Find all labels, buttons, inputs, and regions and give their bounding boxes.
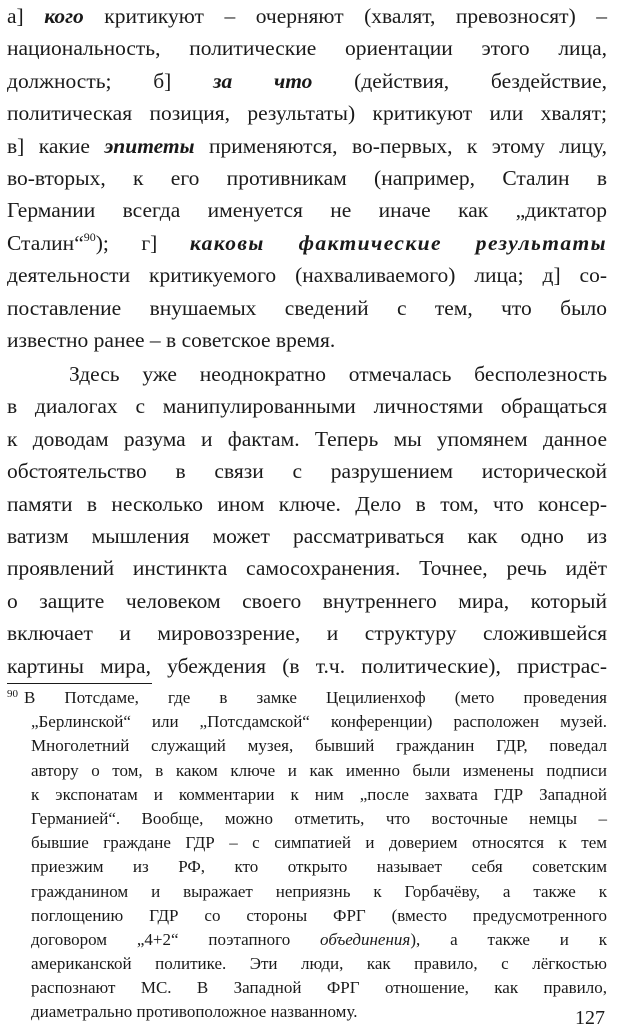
footnote-separator bbox=[7, 683, 152, 684]
footnote-line: к экспонатам и комментарии к ним „после захвата ГДР Западной bbox=[31, 784, 607, 804]
footnote-line: договором „4+2“ поэтапного объединения), а также и к bbox=[31, 929, 607, 949]
text-line: во-вторых, к его противникам (например, Сталин в bbox=[7, 165, 607, 190]
footnote-line: бывшие граждане ГДР – с симпатией и доверием относятся к тем bbox=[31, 833, 607, 853]
footnote-line: поглощению ГДР со стороны ФРГ (вместо предусмотренного bbox=[31, 905, 607, 925]
footnote-line: Многолетний служащий музея, бывший гражданин ГДР, поведал bbox=[31, 736, 607, 756]
text-line: Здесь уже неоднократно отмечалась бесполезность bbox=[69, 362, 607, 386]
text-line: проявлений инстинкта самосохранения. Точнее, речь идёт bbox=[7, 556, 607, 581]
text-line: а] кого критикуют – очерняют (хвалят, превозносят) – bbox=[7, 4, 608, 28]
footnote-line: распознают МС. В Западной ФРГ отношение, как правило, bbox=[31, 978, 607, 998]
paragraph-2 bbox=[7, 358, 607, 682]
text-line: Сталин“$^{90}$); г] каковы фактические результаты bbox=[7, 229, 607, 255]
footnote-line: американской политике. Эти люди, как правило, с лёгкостью bbox=[31, 954, 607, 974]
paragraph-1 bbox=[7, 0, 607, 356]
footnote-line: приезжим из РФ, кто открыто называет себя советским bbox=[31, 857, 607, 877]
footnote-number: 90 bbox=[7, 688, 18, 700]
footnote-line: диаметрально противоположное названному. bbox=[31, 1002, 358, 1022]
footnote-line: гражданином и выражает неприязнь к Горбачёву, а также к bbox=[31, 881, 607, 901]
emphasis: объединения bbox=[320, 929, 411, 949]
text-line: деятельности критикуемого (нахваливаемого) лица; д] со- bbox=[7, 263, 607, 288]
text-line: к доводам разума и фактам. Теперь мы упомянем данное bbox=[7, 426, 607, 451]
text-line: политическая позиция, результаты) критикуют или хвалят; bbox=[7, 101, 607, 126]
page-number: 127 bbox=[575, 1007, 605, 1029]
emphasis: за что bbox=[213, 68, 313, 93]
footnote-line: автору о том, в каком ключе и как именно были изменены подписи bbox=[31, 760, 607, 780]
text-line: должность; б] за что (действия, бездействие, bbox=[7, 68, 607, 93]
footnote-line: $^{90}$ В Потсдаме, где в замке Цецилиенхоф (мето проведения bbox=[7, 688, 607, 707]
text-line: поставление внушаемых сведений с тем, что было bbox=[7, 295, 607, 320]
text-line: включает и мировоззрение, и структуру сложившейся bbox=[7, 621, 607, 646]
text-line: картины мира, убеждения (в т.ч. политические), пристрас- bbox=[7, 653, 607, 678]
footnote-line: „Берлинской“ или „Потсдамской“ конференции) расположен музей. bbox=[31, 712, 607, 732]
emphasis: эпитеты bbox=[104, 133, 195, 158]
emphasis: каковы фактические результаты bbox=[189, 230, 607, 255]
text-line: ватизм мышления может рассматриваться как одно из bbox=[7, 523, 607, 548]
text-line: известно ранее – в советское время. bbox=[7, 327, 336, 352]
text-line: Германии всегда именуется не иначе как „диктатор bbox=[7, 198, 607, 223]
text-line: памяти в несколько ином ключе. Дело в том, что консер- bbox=[7, 491, 607, 516]
footnote bbox=[7, 686, 607, 1025]
text-line: в диалогах с манипулированными личностями обращаться bbox=[7, 394, 607, 419]
emphasis: кого bbox=[44, 4, 84, 28]
text-line: обстоятельство в связи с разрушением исторической bbox=[7, 459, 607, 484]
footnote-reference[interactable]: 90 bbox=[83, 229, 96, 244]
text-line: национальность, политические ориентации этого лица, bbox=[7, 36, 607, 61]
text-line: о защите человеком своего внутреннего мира, который bbox=[7, 588, 607, 613]
text-line: в] какие эпитеты применяются, во-первых, к этому лицу, bbox=[7, 133, 607, 158]
footnote-line: Германией“. Вообще, можно отметить, что восточные немцы – bbox=[31, 808, 607, 828]
